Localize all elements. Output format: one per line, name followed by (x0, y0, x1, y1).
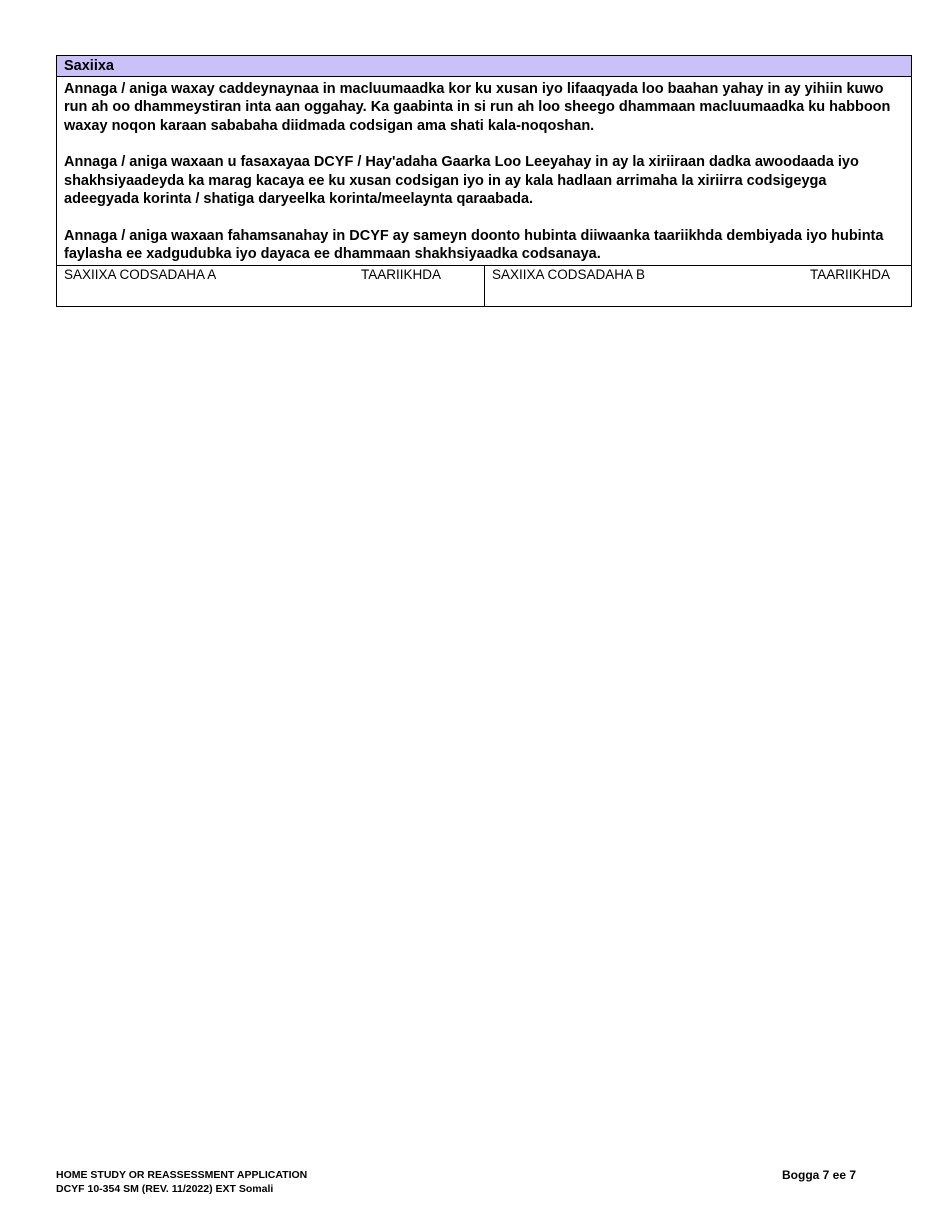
form-number: DCYF 10-354 SM (REV. 11/2022) EXT Somali (56, 1182, 274, 1195)
applicant-b-signature-label: SAXIIXA CODSADAHA B (492, 267, 646, 283)
section-title: Saxiixa (57, 56, 911, 77)
signature-row (57, 265, 911, 306)
form-title: HOME STUDY OR REASSESSMENT APPLICATION (56, 1169, 308, 1181)
applicant-a-date-label: TAARIIKHDA (360, 267, 441, 283)
signature-section (56, 55, 912, 307)
page-number: Bogga 7 ee 7 (782, 1168, 857, 1182)
applicant-a-signature-label: SAXIIXA CODSADAHA A (64, 267, 217, 283)
applicant-b-date-label: TAARIIKHDA (809, 267, 890, 283)
certification-statement-background-check: Annaga / aniga waxaan fahamsanahay in DCYF ay sameyn doonto hubinta diiwaanka taariikhda dembiyada iyo hubinta faylasha ee xadgudubka iyo dayaca ee dhammaan shakhsiyaadka codsanaya. (64, 227, 884, 263)
form-footer (56, 1169, 307, 1196)
applicant-a-signature-field[interactable] (57, 266, 484, 306)
applicant-b-signature-field[interactable] (484, 266, 911, 306)
certification-statement-contact-authorization: Annaga / aniga waxaan u fasaxayaa DCYF / Hay'adaha Gaarka Loo Leeyahay in ay la xiriiraan dadka awoodaada iyo shakhsiyaadeyda ka marag kacaya ee ku xusan codsigan iyo in ay kala hadlaan arrimaha la xiriirra codsigeyga adeegyada korinta / shatiga daryeelka korinta/meelaynta qaraabada. (64, 154, 859, 207)
certification-statements (57, 77, 911, 265)
certification-statement-truthfulness: Annaga / aniga waxay caddeynaynaa in macluumaadka kor ku xusan iyo lifaaqyada loo baahan yahay in ay yihiin kuwo run ah oo dhammeystiran inta aan oggahay. Ka gaabinta in si run ah loo sheego dhammaan macluumaadka ku habboon waxay noqon karaan sababaha diidmada codsigan ama shati kala-noqoshan. (64, 81, 891, 134)
